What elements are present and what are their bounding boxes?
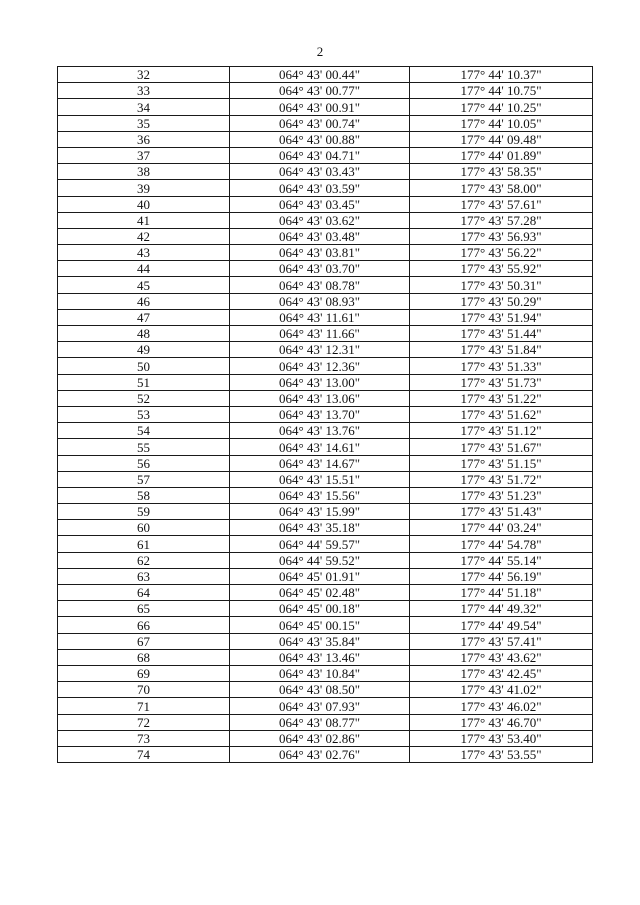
- table-row: [58, 536, 593, 552]
- longitude-cell: 177° 43' 42.45": [410, 665, 593, 681]
- table-row: [58, 83, 593, 99]
- table-row: [58, 698, 593, 714]
- point-number-cell: 45: [58, 277, 230, 293]
- longitude-cell: 177° 44' 49.32": [410, 601, 593, 617]
- latitude-cell: 064° 43' 00.44": [230, 67, 410, 83]
- table-row: [58, 730, 593, 746]
- latitude-cell: 064° 43' 04.71": [230, 147, 410, 163]
- point-number-cell: 46: [58, 293, 230, 309]
- point-number-cell: 39: [58, 180, 230, 196]
- table-row: [58, 277, 593, 293]
- latitude-cell: 064° 43' 14.67": [230, 455, 410, 471]
- longitude-cell: 177° 43' 57.41": [410, 633, 593, 649]
- latitude-cell: 064° 43' 13.00": [230, 374, 410, 390]
- point-number-cell: 35: [58, 115, 230, 131]
- longitude-cell: 177° 43' 46.02": [410, 698, 593, 714]
- point-number-cell: 51: [58, 374, 230, 390]
- table-row: [58, 504, 593, 520]
- point-number-cell: 41: [58, 212, 230, 228]
- longitude-cell: 177° 43' 46.70": [410, 714, 593, 730]
- latitude-cell: 064° 43' 08.93": [230, 293, 410, 309]
- table-row: [58, 649, 593, 665]
- longitude-cell: 177° 43' 51.72": [410, 471, 593, 487]
- point-number-cell: 40: [58, 196, 230, 212]
- point-number-cell: 58: [58, 487, 230, 503]
- latitude-cell: 064° 43' 15.51": [230, 471, 410, 487]
- table-row: [58, 406, 593, 422]
- table-row: [58, 487, 593, 503]
- latitude-cell: 064° 45' 02.48": [230, 585, 410, 601]
- point-number-cell: 63: [58, 568, 230, 584]
- point-number-cell: 56: [58, 455, 230, 471]
- longitude-cell: 177° 43' 51.12": [410, 423, 593, 439]
- point-number-cell: 33: [58, 83, 230, 99]
- point-number-cell: 73: [58, 730, 230, 746]
- longitude-cell: 177° 43' 51.44": [410, 326, 593, 342]
- latitude-cell: 064° 43' 07.93": [230, 698, 410, 714]
- point-number-cell: 64: [58, 585, 230, 601]
- point-number-cell: 72: [58, 714, 230, 730]
- longitude-cell: 177° 44' 09.48": [410, 131, 593, 147]
- longitude-cell: 177° 44' 49.54": [410, 617, 593, 633]
- longitude-cell: 177° 44' 10.05": [410, 115, 593, 131]
- longitude-cell: 177° 43' 41.02": [410, 682, 593, 698]
- point-number-cell: 62: [58, 552, 230, 568]
- longitude-cell: 177° 43' 43.62": [410, 649, 593, 665]
- page-number: 2: [316, 44, 324, 59]
- table-row: [58, 617, 593, 633]
- latitude-cell: 064° 43' 12.36": [230, 358, 410, 374]
- longitude-cell: 177° 43' 55.92": [410, 261, 593, 277]
- point-number-cell: 44: [58, 261, 230, 277]
- longitude-cell: 177° 43' 53.40": [410, 730, 593, 746]
- latitude-cell: 064° 43' 02.76": [230, 746, 410, 762]
- longitude-cell: 177° 43' 50.29": [410, 293, 593, 309]
- point-number-cell: 43: [58, 245, 230, 261]
- point-number-cell: 57: [58, 471, 230, 487]
- table-row: [58, 568, 593, 584]
- latitude-cell: 064° 45' 00.18": [230, 601, 410, 617]
- table-row: [58, 342, 593, 358]
- point-number-cell: 53: [58, 406, 230, 422]
- longitude-cell: 177° 43' 51.73": [410, 374, 593, 390]
- latitude-cell: 064° 43' 35.84": [230, 633, 410, 649]
- coordinates-table: [57, 66, 593, 763]
- longitude-cell: 177° 43' 51.62": [410, 406, 593, 422]
- table-row: [58, 374, 593, 390]
- latitude-cell: 064° 43' 00.77": [230, 83, 410, 99]
- latitude-cell: 064° 43' 35.18": [230, 520, 410, 536]
- table-row: [58, 439, 593, 455]
- longitude-cell: 177° 43' 57.28": [410, 212, 593, 228]
- point-number-cell: 69: [58, 665, 230, 681]
- latitude-cell: 064° 43' 03.70": [230, 261, 410, 277]
- point-number-cell: 50: [58, 358, 230, 374]
- longitude-cell: 177° 43' 51.84": [410, 342, 593, 358]
- longitude-cell: 177° 44' 10.75": [410, 83, 593, 99]
- point-number-cell: 74: [58, 746, 230, 762]
- point-number-cell: 32: [58, 67, 230, 83]
- table-row: [58, 423, 593, 439]
- table-row: [58, 585, 593, 601]
- table-row: [58, 196, 593, 212]
- point-number-cell: 61: [58, 536, 230, 552]
- latitude-cell: 064° 43' 13.46": [230, 649, 410, 665]
- point-number-cell: 68: [58, 649, 230, 665]
- point-number-cell: 49: [58, 342, 230, 358]
- latitude-cell: 064° 43' 03.45": [230, 196, 410, 212]
- longitude-cell: 177° 43' 51.23": [410, 487, 593, 503]
- longitude-cell: 177° 43' 51.15": [410, 455, 593, 471]
- longitude-cell: 177° 43' 58.00": [410, 180, 593, 196]
- point-number-cell: 34: [58, 99, 230, 115]
- longitude-cell: 177° 43' 56.22": [410, 245, 593, 261]
- table-row: [58, 67, 593, 83]
- longitude-cell: 177° 44' 01.89": [410, 147, 593, 163]
- latitude-cell: 064° 43' 03.62": [230, 212, 410, 228]
- latitude-cell: 064° 45' 01.91": [230, 568, 410, 584]
- latitude-cell: 064° 45' 00.15": [230, 617, 410, 633]
- point-number-cell: 65: [58, 601, 230, 617]
- table-row: [58, 601, 593, 617]
- latitude-cell: 064° 43' 08.77": [230, 714, 410, 730]
- table-row: [58, 147, 593, 163]
- latitude-cell: 064° 43' 03.59": [230, 180, 410, 196]
- table-row: [58, 309, 593, 325]
- point-number-cell: 36: [58, 131, 230, 147]
- longitude-cell: 177° 43' 51.67": [410, 439, 593, 455]
- longitude-cell: 177° 43' 56.93": [410, 228, 593, 244]
- point-number-cell: 47: [58, 309, 230, 325]
- point-number-cell: 42: [58, 228, 230, 244]
- table-row: [58, 455, 593, 471]
- latitude-cell: 064° 43' 03.81": [230, 245, 410, 261]
- point-number-cell: 52: [58, 390, 230, 406]
- table-row: [58, 633, 593, 649]
- table-row: [58, 682, 593, 698]
- table-row: [58, 746, 593, 762]
- point-number-cell: 70: [58, 682, 230, 698]
- table-row: [58, 164, 593, 180]
- longitude-cell: 177° 44' 55.14": [410, 552, 593, 568]
- table-row: [58, 180, 593, 196]
- latitude-cell: 064° 44' 59.57": [230, 536, 410, 552]
- point-number-cell: 67: [58, 633, 230, 649]
- latitude-cell: 064° 43' 15.99": [230, 504, 410, 520]
- latitude-cell: 064° 43' 11.66": [230, 326, 410, 342]
- longitude-cell: 177° 43' 57.61": [410, 196, 593, 212]
- table-row: [58, 115, 593, 131]
- longitude-cell: 177° 43' 51.33": [410, 358, 593, 374]
- table-row: [58, 131, 593, 147]
- latitude-cell: 064° 43' 00.74": [230, 115, 410, 131]
- latitude-cell: 064° 43' 08.78": [230, 277, 410, 293]
- latitude-cell: 064° 44' 59.52": [230, 552, 410, 568]
- table-row: [58, 358, 593, 374]
- latitude-cell: 064° 43' 11.61": [230, 309, 410, 325]
- point-number-cell: 66: [58, 617, 230, 633]
- table-row: [58, 665, 593, 681]
- table-row: [58, 714, 593, 730]
- point-number-cell: 71: [58, 698, 230, 714]
- latitude-cell: 064° 43' 13.70": [230, 406, 410, 422]
- latitude-cell: 064° 43' 00.88": [230, 131, 410, 147]
- point-number-cell: 59: [58, 504, 230, 520]
- latitude-cell: 064° 43' 10.84": [230, 665, 410, 681]
- longitude-cell: 177° 44' 56.19": [410, 568, 593, 584]
- point-number-cell: 55: [58, 439, 230, 455]
- latitude-cell: 064° 43' 13.06": [230, 390, 410, 406]
- longitude-cell: 177° 44' 03.24": [410, 520, 593, 536]
- longitude-cell: 177° 43' 51.22": [410, 390, 593, 406]
- latitude-cell: 064° 43' 15.56": [230, 487, 410, 503]
- point-number-cell: 48: [58, 326, 230, 342]
- table-row: [58, 228, 593, 244]
- latitude-cell: 064° 43' 08.50": [230, 682, 410, 698]
- latitude-cell: 064° 43' 13.76": [230, 423, 410, 439]
- table-row: [58, 326, 593, 342]
- latitude-cell: 064° 43' 14.61": [230, 439, 410, 455]
- point-number-cell: 54: [58, 423, 230, 439]
- table-row: [58, 520, 593, 536]
- longitude-cell: 177° 43' 53.55": [410, 746, 593, 762]
- longitude-cell: 177° 44' 10.25": [410, 99, 593, 115]
- table-row: [58, 212, 593, 228]
- longitude-cell: 177° 43' 58.35": [410, 164, 593, 180]
- longitude-cell: 177° 43' 51.43": [410, 504, 593, 520]
- latitude-cell: 064° 43' 03.43": [230, 164, 410, 180]
- longitude-cell: 177° 43' 51.94": [410, 309, 593, 325]
- table-row: [58, 390, 593, 406]
- latitude-cell: 064° 43' 00.91": [230, 99, 410, 115]
- table-row: [58, 552, 593, 568]
- point-number-cell: 38: [58, 164, 230, 180]
- longitude-cell: 177° 44' 54.78": [410, 536, 593, 552]
- table-row: [58, 293, 593, 309]
- latitude-cell: 064° 43' 12.31": [230, 342, 410, 358]
- coordinates-table-body: [58, 67, 593, 763]
- longitude-cell: 177° 43' 50.31": [410, 277, 593, 293]
- longitude-cell: 177° 44' 51.18": [410, 585, 593, 601]
- point-number-cell: 60: [58, 520, 230, 536]
- longitude-cell: 177° 44' 10.37": [410, 67, 593, 83]
- table-row: [58, 471, 593, 487]
- table-row: [58, 261, 593, 277]
- point-number-cell: 37: [58, 147, 230, 163]
- latitude-cell: 064° 43' 02.86": [230, 730, 410, 746]
- table-row: [58, 245, 593, 261]
- latitude-cell: 064° 43' 03.48": [230, 228, 410, 244]
- table-row: [58, 99, 593, 115]
